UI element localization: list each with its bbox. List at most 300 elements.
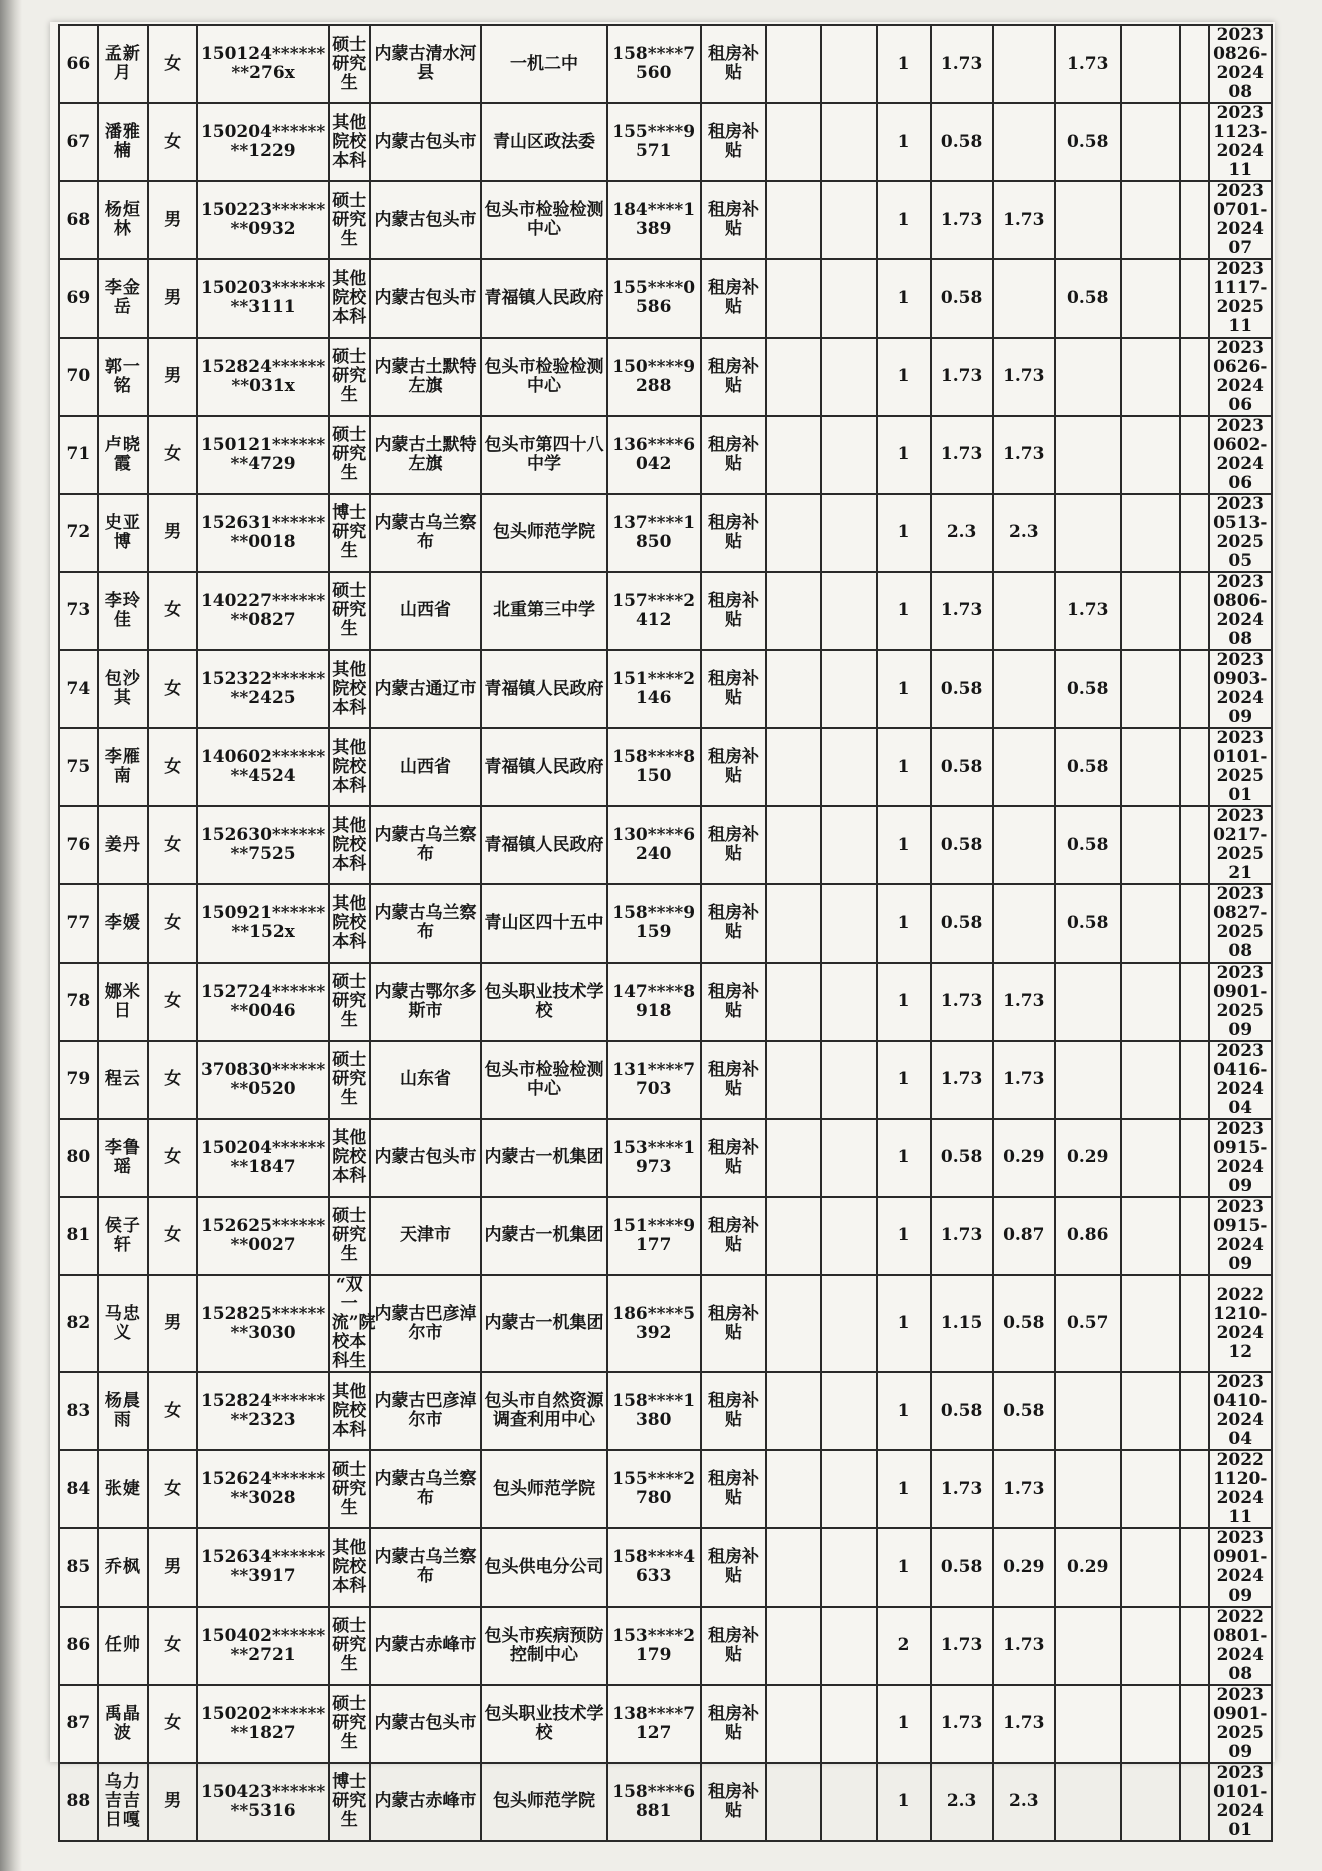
period-cell: 20230101-202501: [1209, 728, 1272, 806]
blank-cell: [1180, 181, 1208, 259]
id-number-cell: 150204********1229: [197, 103, 328, 181]
count-cell: 1: [877, 1197, 931, 1275]
row-number: 80: [59, 1119, 98, 1197]
id-number-cell: 152824********2323: [197, 1372, 328, 1450]
district-amount-cell: [1055, 494, 1121, 572]
blank-cell: [821, 416, 876, 494]
education-cell: 硕士研究生: [329, 1607, 370, 1685]
employer-cell: 包头师范学院: [481, 1450, 607, 1528]
employer-cell: 青福镇人民政府: [481, 259, 607, 337]
gender-cell: 女: [148, 728, 197, 806]
blank-cell: [1180, 103, 1208, 181]
table-row: [59, 494, 1272, 572]
subsidy-type-cell: 租房补贴: [701, 1607, 767, 1685]
phone-cell: 130****6240: [607, 806, 701, 884]
city-amount-cell: 1.73: [993, 338, 1055, 416]
phone-cell: 151****9177: [607, 1197, 701, 1275]
row-number: 84: [59, 1450, 98, 1528]
id-number-cell: 150223********0932: [197, 181, 328, 259]
table-row: [59, 1119, 1272, 1197]
employer-cell: 包头市第四十八中学: [481, 416, 607, 494]
gender-cell: 女: [148, 1041, 197, 1119]
count-cell: 1: [877, 884, 931, 962]
period-cell: 20230903-202409: [1209, 650, 1272, 728]
id-number-cell: 152624********3028: [197, 1450, 328, 1528]
row-number: 73: [59, 572, 98, 650]
district-amount-cell: 0.58: [1055, 806, 1121, 884]
city-amount-cell: [993, 806, 1055, 884]
row-number: 67: [59, 103, 98, 181]
id-number-cell: 150124********276x: [197, 25, 328, 103]
origin-cell: 内蒙古乌兰察布: [370, 1528, 481, 1606]
phone-cell: 157****2412: [607, 572, 701, 650]
gender-cell: 女: [148, 1607, 197, 1685]
education-cell: 其他院校本科: [329, 103, 370, 181]
phone-cell: 153****1973: [607, 1119, 701, 1197]
blank-cell: [1121, 1119, 1181, 1197]
phone-cell: 155****0586: [607, 259, 701, 337]
total-amount-cell: 0.58: [931, 103, 993, 181]
origin-cell: 内蒙古土默特左旗: [370, 416, 481, 494]
row-number: 82: [59, 1275, 98, 1372]
table-row: [59, 416, 1272, 494]
city-amount-cell: 1.73: [993, 416, 1055, 494]
city-amount-cell: 0.58: [993, 1275, 1055, 1372]
employer-cell: 包头市自然资源调查利用中心: [481, 1372, 607, 1450]
row-number: 83: [59, 1372, 98, 1450]
employer-cell: 青福镇人民政府: [481, 728, 607, 806]
education-cell: 其他院校本科: [329, 728, 370, 806]
table-row: [59, 181, 1272, 259]
employer-cell: 内蒙古一机集团: [481, 1275, 607, 1372]
applicant-name: 李金岳: [98, 259, 148, 337]
gender-cell: 女: [148, 1685, 197, 1763]
employer-cell: 包头师范学院: [481, 494, 607, 572]
total-amount-cell: 1.73: [931, 181, 993, 259]
blank-cell: [821, 181, 876, 259]
blank-cell: [1180, 1372, 1208, 1450]
subsidy-type-cell: 租房补贴: [701, 1685, 767, 1763]
origin-cell: 内蒙古土默特左旗: [370, 338, 481, 416]
blank-cell: [1121, 884, 1181, 962]
blank-cell: [766, 338, 821, 416]
id-number-cell: 152625********0027: [197, 1197, 328, 1275]
row-number: 78: [59, 963, 98, 1041]
gender-cell: 女: [148, 806, 197, 884]
table-row: [59, 650, 1272, 728]
row-number: 69: [59, 259, 98, 337]
blank-cell: [821, 572, 876, 650]
phone-cell: 150****9288: [607, 338, 701, 416]
row-number: 71: [59, 416, 98, 494]
origin-cell: 山西省: [370, 728, 481, 806]
subsidy-type-cell: 租房补贴: [701, 1275, 767, 1372]
education-cell: 博士研究生: [329, 494, 370, 572]
row-number: 87: [59, 1685, 98, 1763]
count-cell: 1: [877, 1685, 931, 1763]
blank-cell: [821, 338, 876, 416]
employer-cell: 包头市疾病预防控制中心: [481, 1607, 607, 1685]
blank-cell: [1180, 494, 1208, 572]
gender-cell: 男: [148, 1528, 197, 1606]
blank-cell: [766, 963, 821, 1041]
table-row: [59, 259, 1272, 337]
blank-cell: [1121, 1450, 1181, 1528]
blank-cell: [766, 494, 821, 572]
subsidy-type-cell: 租房补贴: [701, 963, 767, 1041]
district-amount-cell: [1055, 963, 1121, 1041]
blank-cell: [1121, 1763, 1181, 1841]
table-row: [59, 1372, 1272, 1450]
education-cell: 硕士研究生: [329, 25, 370, 103]
table-row: [59, 572, 1272, 650]
phone-cell: 158****6881: [607, 1763, 701, 1841]
table-row: [59, 1450, 1272, 1528]
city-amount-cell: 0.58: [993, 1372, 1055, 1450]
subsidy-type-cell: 租房补贴: [701, 728, 767, 806]
count-cell: 1: [877, 1763, 931, 1841]
blank-cell: [821, 1275, 876, 1372]
row-number: 74: [59, 650, 98, 728]
education-cell: 硕士研究生: [329, 338, 370, 416]
city-amount-cell: 1.73: [993, 181, 1055, 259]
city-amount-cell: [993, 572, 1055, 650]
applicant-name: 杨烜林: [98, 181, 148, 259]
blank-cell: [821, 1607, 876, 1685]
district-amount-cell: 0.29: [1055, 1119, 1121, 1197]
period-cell: 20221120-202411: [1209, 1450, 1272, 1528]
row-number: 86: [59, 1607, 98, 1685]
origin-cell: 内蒙古包头市: [370, 259, 481, 337]
phone-cell: 158****9159: [607, 884, 701, 962]
blank-cell: [1121, 25, 1181, 103]
education-cell: 硕士研究生: [329, 1041, 370, 1119]
origin-cell: 内蒙古巴彦淖尔市: [370, 1275, 481, 1372]
count-cell: 1: [877, 1372, 931, 1450]
blank-cell: [766, 884, 821, 962]
blank-cell: [1121, 650, 1181, 728]
gender-cell: 男: [148, 181, 197, 259]
city-amount-cell: 1.73: [993, 1607, 1055, 1685]
district-amount-cell: 0.58: [1055, 650, 1121, 728]
blank-cell: [766, 1528, 821, 1606]
blank-cell: [1180, 416, 1208, 494]
total-amount-cell: 0.58: [931, 884, 993, 962]
origin-cell: 内蒙古包头市: [370, 1119, 481, 1197]
applicant-name: 孟新月: [98, 25, 148, 103]
employer-cell: 北重第三中学: [481, 572, 607, 650]
count-cell: 1: [877, 806, 931, 884]
total-amount-cell: 0.58: [931, 806, 993, 884]
blank-cell: [766, 1372, 821, 1450]
count-cell: 1: [877, 1119, 931, 1197]
row-number: 72: [59, 494, 98, 572]
blank-cell: [766, 259, 821, 337]
count-cell: 1: [877, 572, 931, 650]
period-cell: 20230416-202404: [1209, 1041, 1272, 1119]
district-amount-cell: 0.58: [1055, 884, 1121, 962]
blank-cell: [1121, 259, 1181, 337]
education-cell: 硕士研究生: [329, 1685, 370, 1763]
blank-cell: [1121, 338, 1181, 416]
blank-cell: [766, 1763, 821, 1841]
period-cell: 20230826-202408: [1209, 25, 1272, 103]
blank-cell: [1180, 572, 1208, 650]
blank-cell: [1121, 103, 1181, 181]
blank-cell: [766, 1450, 821, 1528]
applicant-name: 程云: [98, 1041, 148, 1119]
employer-cell: 青福镇人民政府: [481, 650, 607, 728]
blank-cell: [1180, 1041, 1208, 1119]
id-number-cell: 150203********3111: [197, 259, 328, 337]
gender-cell: 女: [148, 1197, 197, 1275]
subsidy-type-cell: 租房补贴: [701, 1450, 767, 1528]
subsidy-type-cell: 租房补贴: [701, 884, 767, 962]
employer-cell: 包头市检验检测中心: [481, 181, 607, 259]
row-number: 81: [59, 1197, 98, 1275]
total-amount-cell: 2.3: [931, 494, 993, 572]
blank-cell: [766, 25, 821, 103]
row-number: 77: [59, 884, 98, 962]
row-number: 88: [59, 1763, 98, 1841]
total-amount-cell: 2.3: [931, 1763, 993, 1841]
total-amount-cell: 1.73: [931, 1197, 993, 1275]
subsidy-type-cell: 租房补贴: [701, 1372, 767, 1450]
city-amount-cell: [993, 25, 1055, 103]
period-cell: 20230901-202509: [1209, 1685, 1272, 1763]
phone-cell: 131****7703: [607, 1041, 701, 1119]
origin-cell: 内蒙古清水河县: [370, 25, 481, 103]
blank-cell: [821, 1685, 876, 1763]
district-amount-cell: [1055, 181, 1121, 259]
blank-cell: [1180, 338, 1208, 416]
phone-cell: 158****7560: [607, 25, 701, 103]
subsidy-type-cell: 租房补贴: [701, 181, 767, 259]
row-number: 75: [59, 728, 98, 806]
blank-cell: [821, 884, 876, 962]
blank-cell: [821, 25, 876, 103]
city-amount-cell: 2.3: [993, 494, 1055, 572]
subsidy-type-cell: 租房补贴: [701, 1041, 767, 1119]
table-row: [59, 1275, 1272, 1372]
blank-cell: [766, 806, 821, 884]
id-number-cell: 152825********3030: [197, 1275, 328, 1372]
education-cell: 硕士研究生: [329, 416, 370, 494]
period-cell: 20230915-202409: [1209, 1197, 1272, 1275]
blank-cell: [821, 963, 876, 1041]
district-amount-cell: [1055, 1450, 1121, 1528]
applicant-name: 郭一铭: [98, 338, 148, 416]
period-cell: 20221210-202412: [1209, 1275, 1272, 1372]
district-amount-cell: [1055, 338, 1121, 416]
blank-cell: [1180, 1607, 1208, 1685]
period-cell: 20230101-202401: [1209, 1763, 1272, 1841]
blank-cell: [766, 1275, 821, 1372]
blank-cell: [766, 1607, 821, 1685]
gender-cell: 女: [148, 1450, 197, 1528]
blank-cell: [821, 1119, 876, 1197]
table-row: [59, 963, 1272, 1041]
subsidy-type-cell: 租房补贴: [701, 1197, 767, 1275]
applicant-name: 史亚博: [98, 494, 148, 572]
district-amount-cell: 0.58: [1055, 728, 1121, 806]
subsidy-type-cell: 租房补贴: [701, 650, 767, 728]
blank-cell: [1121, 1197, 1181, 1275]
blank-cell: [1121, 1372, 1181, 1450]
blank-cell: [1180, 728, 1208, 806]
education-cell: 硕士研究生: [329, 181, 370, 259]
phone-cell: 155****9571: [607, 103, 701, 181]
education-cell: 硕士研究生: [329, 572, 370, 650]
subsidy-type-cell: 租房补贴: [701, 494, 767, 572]
phone-cell: 153****2179: [607, 1607, 701, 1685]
table-row: [59, 806, 1272, 884]
total-amount-cell: 1.73: [931, 338, 993, 416]
count-cell: 1: [877, 1528, 931, 1606]
city-amount-cell: 2.3: [993, 1763, 1055, 1841]
origin-cell: 内蒙古包头市: [370, 103, 481, 181]
count-cell: 1: [877, 338, 931, 416]
employer-cell: 包头职业技术学校: [481, 963, 607, 1041]
district-amount-cell: 0.86: [1055, 1197, 1121, 1275]
blank-cell: [766, 1685, 821, 1763]
id-number-cell: 150202********1827: [197, 1685, 328, 1763]
city-amount-cell: 1.73: [993, 1450, 1055, 1528]
blank-cell: [821, 1450, 876, 1528]
gender-cell: 女: [148, 572, 197, 650]
total-amount-cell: 1.15: [931, 1275, 993, 1372]
employer-cell: 内蒙古一机集团: [481, 1119, 607, 1197]
total-amount-cell: 0.58: [931, 1528, 993, 1606]
blank-cell: [766, 1041, 821, 1119]
blank-cell: [821, 650, 876, 728]
district-amount-cell: 0.57: [1055, 1275, 1121, 1372]
city-amount-cell: [993, 884, 1055, 962]
phone-cell: 186****5392: [607, 1275, 701, 1372]
gender-cell: 男: [148, 338, 197, 416]
blank-cell: [766, 650, 821, 728]
blank-cell: [821, 1041, 876, 1119]
total-amount-cell: 1.73: [931, 25, 993, 103]
applicant-name: 禹晶波: [98, 1685, 148, 1763]
gender-cell: 女: [148, 650, 197, 728]
applicant-name: 李玲佳: [98, 572, 148, 650]
blank-cell: [821, 806, 876, 884]
blank-cell: [1180, 259, 1208, 337]
scan-edge-shadow: [0, 0, 22, 1871]
subsidy-type-cell: 租房补贴: [701, 806, 767, 884]
total-amount-cell: 1.73: [931, 963, 993, 1041]
blank-cell: [1121, 494, 1181, 572]
blank-cell: [1180, 1528, 1208, 1606]
origin-cell: 内蒙古巴彦淖尔市: [370, 1372, 481, 1450]
blank-cell: [1180, 1275, 1208, 1372]
row-number: 68: [59, 181, 98, 259]
subsidy-type-cell: 租房补贴: [701, 338, 767, 416]
gender-cell: 女: [148, 1119, 197, 1197]
applicant-name: 侯子轩: [98, 1197, 148, 1275]
period-cell: 20220801-202408: [1209, 1607, 1272, 1685]
total-amount-cell: 1.73: [931, 416, 993, 494]
count-cell: 2: [877, 1607, 931, 1685]
id-number-cell: 152631********0018: [197, 494, 328, 572]
applicant-name: 杨晨雨: [98, 1372, 148, 1450]
origin-cell: 内蒙古乌兰察布: [370, 806, 481, 884]
subsidy-type-cell: 租房补贴: [701, 1119, 767, 1197]
table-row: [59, 884, 1272, 962]
origin-cell: 天津市: [370, 1197, 481, 1275]
subsidy-type-cell: 租房补贴: [701, 1763, 767, 1841]
id-number-cell: 150121********4729: [197, 416, 328, 494]
gender-cell: 男: [148, 1275, 197, 1372]
count-cell: 1: [877, 25, 931, 103]
id-number-cell: 152634********3917: [197, 1528, 328, 1606]
period-cell: 20231117-202511: [1209, 259, 1272, 337]
blank-cell: [1121, 572, 1181, 650]
education-cell: 硕士研究生: [329, 1450, 370, 1528]
count-cell: 1: [877, 1275, 931, 1372]
table-row: [59, 1685, 1272, 1763]
blank-cell: [821, 1197, 876, 1275]
employer-cell: 包头职业技术学校: [481, 1685, 607, 1763]
education-cell: 硕士研究生: [329, 1197, 370, 1275]
period-cell: 20230827-202508: [1209, 884, 1272, 962]
id-number-cell: 152630********7525: [197, 806, 328, 884]
total-amount-cell: 1.73: [931, 1450, 993, 1528]
blank-cell: [1121, 1275, 1181, 1372]
table-body: [59, 25, 1272, 1841]
district-amount-cell: [1055, 1763, 1121, 1841]
id-number-cell: 150402********2721: [197, 1607, 328, 1685]
gender-cell: 男: [148, 494, 197, 572]
table-row: [59, 1197, 1272, 1275]
count-cell: 1: [877, 494, 931, 572]
subsidy-type-cell: 租房补贴: [701, 103, 767, 181]
subsidy-type-cell: 租房补贴: [701, 1528, 767, 1606]
blank-cell: [1121, 806, 1181, 884]
id-number-cell: 150921********152x: [197, 884, 328, 962]
subsidy-roster-table: [58, 24, 1273, 1842]
subsidy-type-cell: 租房补贴: [701, 416, 767, 494]
education-cell: 博士研究生: [329, 1763, 370, 1841]
subsidy-type-cell: 租房补贴: [701, 259, 767, 337]
table-row: [59, 1528, 1272, 1606]
period-cell: 20230217-202521: [1209, 806, 1272, 884]
district-amount-cell: 1.73: [1055, 25, 1121, 103]
blank-cell: [821, 728, 876, 806]
total-amount-cell: 0.58: [931, 259, 993, 337]
city-amount-cell: 0.29: [993, 1528, 1055, 1606]
applicant-name: 卢晓霞: [98, 416, 148, 494]
origin-cell: 内蒙古赤峰市: [370, 1607, 481, 1685]
blank-cell: [766, 181, 821, 259]
total-amount-cell: 1.73: [931, 572, 993, 650]
district-amount-cell: 0.29: [1055, 1528, 1121, 1606]
blank-cell: [1180, 1197, 1208, 1275]
count-cell: 1: [877, 963, 931, 1041]
id-number-cell: 152724********0046: [197, 963, 328, 1041]
subsidy-type-cell: 租房补贴: [701, 25, 767, 103]
row-number: 85: [59, 1528, 98, 1606]
employer-cell: 青福镇人民政府: [481, 806, 607, 884]
blank-cell: [1121, 963, 1181, 1041]
origin-cell: 内蒙古通辽市: [370, 650, 481, 728]
origin-cell: 内蒙古包头市: [370, 181, 481, 259]
id-number-cell: 152824********031x: [197, 338, 328, 416]
total-amount-cell: 0.58: [931, 1372, 993, 1450]
total-amount-cell: 0.58: [931, 1119, 993, 1197]
id-number-cell: 370830********0520: [197, 1041, 328, 1119]
